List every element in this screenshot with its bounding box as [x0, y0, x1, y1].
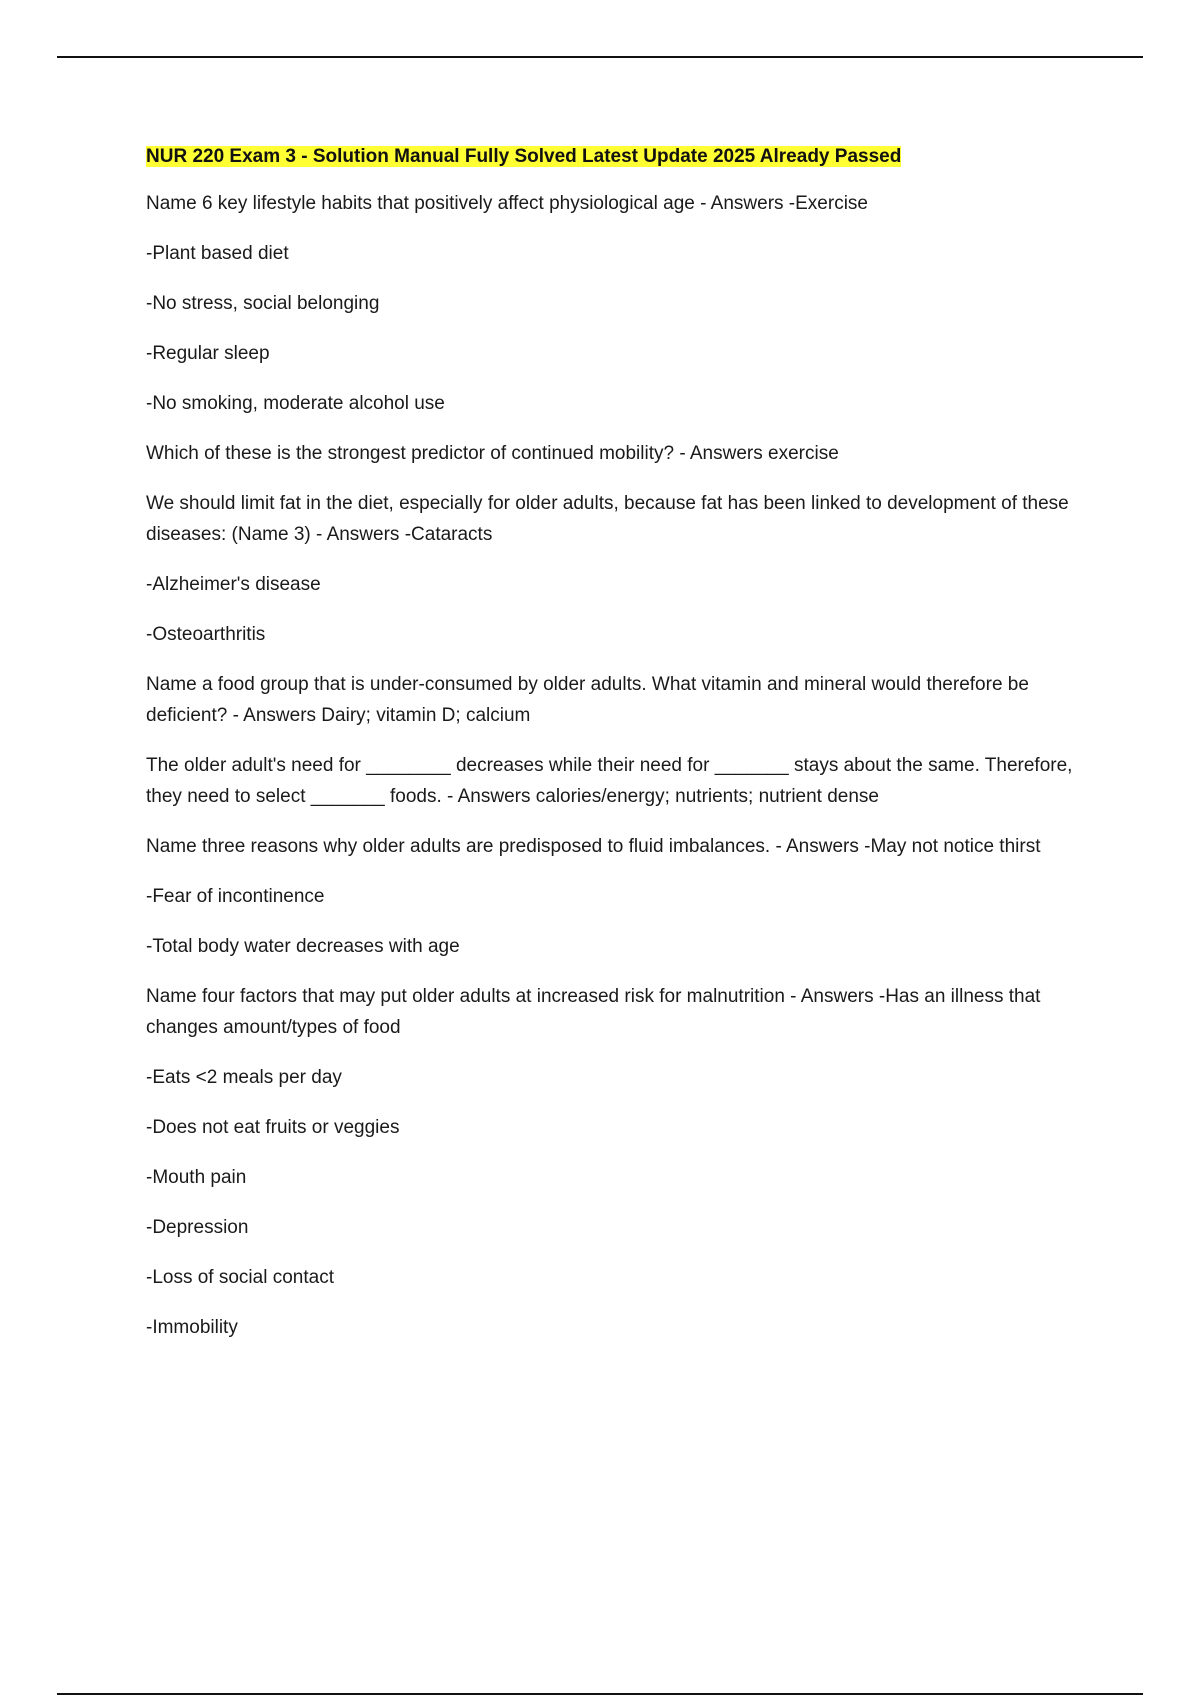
- qa-line-18: -Mouth pain: [146, 1167, 247, 1188]
- footer-rule: [57, 1693, 1143, 1695]
- document-title: NUR 220 Exam 3 - Solution Manual Fully Solved Latest Update 2025 Already Passed: [146, 146, 902, 167]
- qa-line-10: Name a food group that is under-consumed by older adults. What vitamin and mineral would therefore be deficient? - Answers Dairy; vitamin D; calcium: [146, 674, 1035, 726]
- header-rule: [57, 56, 1143, 58]
- qa-line-15: Name four factors that may put older adults at increased risk for malnutrition - Answers -Has an illness that changes amount/types of food: [146, 986, 1046, 1038]
- qa-line-1: Name 6 key lifestyle habits that positively affect physiological age - Answers -Exercise: [146, 193, 868, 214]
- qa-line-14: -Total body water decreases with age: [146, 936, 460, 957]
- qa-line-19: -Depression: [146, 1217, 249, 1238]
- qa-line-4: -Regular sleep: [146, 343, 270, 364]
- qa-line-2: -Plant based diet: [146, 243, 289, 264]
- qa-line-3: -No stress, social belonging: [146, 293, 380, 314]
- qa-line-21: -Immobility: [146, 1317, 238, 1338]
- qa-line-12: Name three reasons why older adults are predisposed to fluid imbalances. - Answers -May not notice thirst: [146, 836, 1041, 857]
- qa-line-11: The older adult's need for ________ decreases while their need for _______ stays about the same. Therefore, they need to select _______ foods. - Answers calories/energy; nutrients; nutrient dense: [146, 755, 1078, 807]
- qa-line-13: -Fear of incontinence: [146, 886, 325, 907]
- qa-line-9: -Osteoarthritis: [146, 624, 266, 645]
- qa-line-16: -Eats <2 meals per day: [146, 1067, 342, 1088]
- qa-line-8: -Alzheimer's disease: [146, 574, 321, 595]
- document-body: [146, 142, 1096, 1362]
- qa-line-7: We should limit fat in the diet, especially for older adults, because fat has been linked to development of these diseases: (Name 3) - Answers -Cataracts: [146, 493, 1075, 545]
- title-block: [146, 142, 1096, 172]
- qa-line-17: -Does not eat fruits or veggies: [146, 1117, 400, 1138]
- qa-line-20: -Loss of social contact: [146, 1267, 334, 1288]
- qa-line-5: -No smoking, moderate alcohol use: [146, 393, 445, 414]
- qa-line-6: Which of these is the strongest predictor of continued mobility? - Answers exercise: [146, 443, 839, 464]
